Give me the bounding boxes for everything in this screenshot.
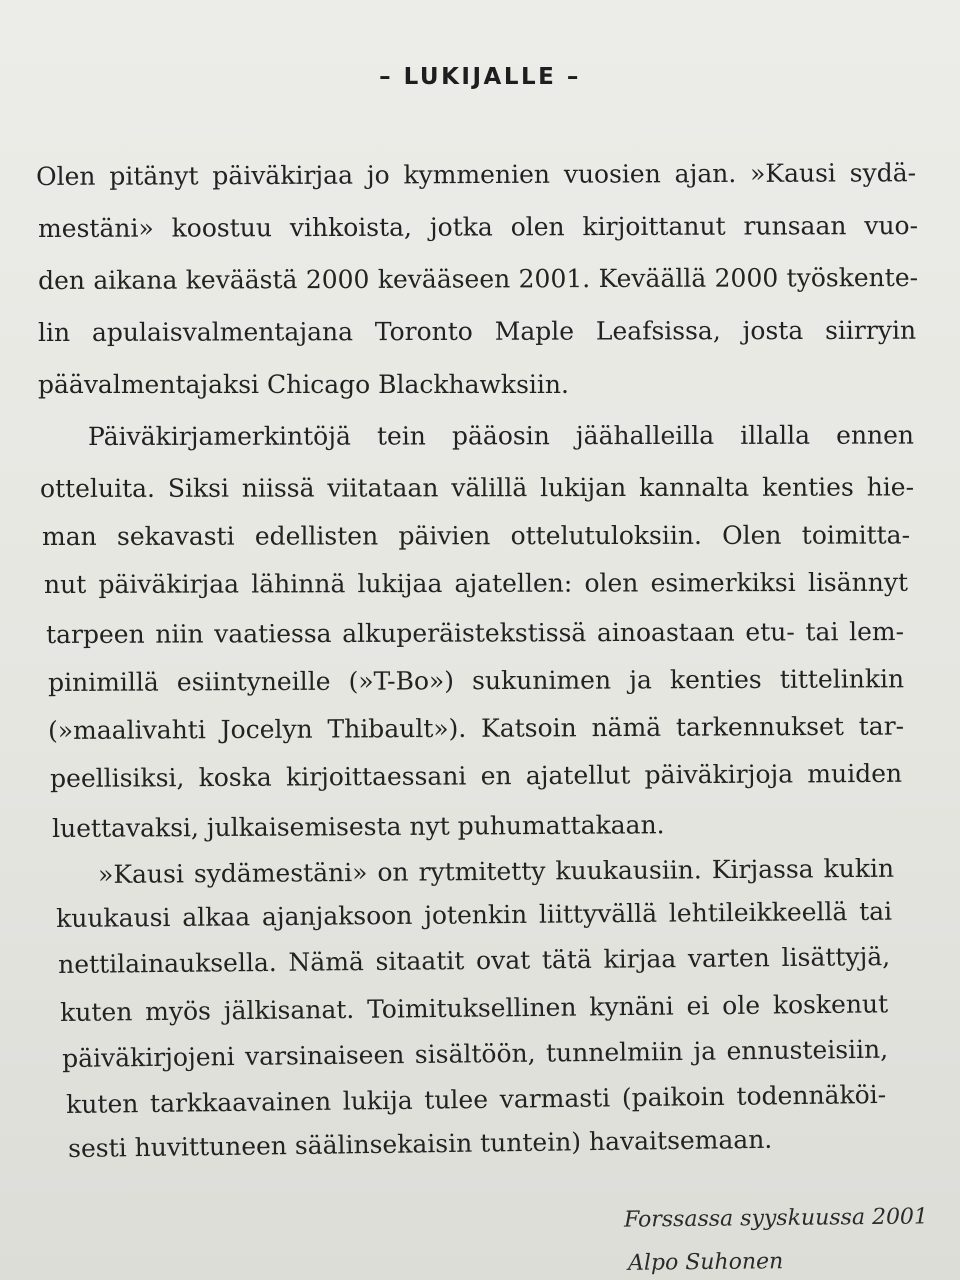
text-line: kuten tarkkaavainen lukija tulee varmasti (paikoin todennäköi- bbox=[66, 1079, 887, 1119]
text-line: kuukausi alkaa ajanjaksoon jotenkin liittyvällä lehtileikkeellä tai bbox=[56, 896, 893, 933]
text-line: päiväkirjojeni varsinaiseen sisältöön, tunnelmiin ja ennusteisiin, bbox=[62, 1034, 889, 1073]
text-line: (»maalivahti Jocelyn Thibault»). Katsoin nämä tarkennukset tar- bbox=[48, 711, 905, 745]
text-line: peellisiksi, koska kirjoittaessani en ajatellut päiväkirjoja muiden bbox=[50, 758, 903, 793]
text-line: pinimillä esiintyneille (»T-Bo») sukunimen ja kenties tittelinkin bbox=[48, 664, 905, 697]
text-line: otteluita. Siksi niissä viitataan välillä lukijan kannalta kenties hie- bbox=[40, 472, 915, 503]
text-line: lin apulaisvalmentajana Toronto Maple Leafsissa, josta siirryin bbox=[38, 315, 917, 347]
text-line: kuten myös jälkisanat. Toimituksellinen kynäni ei ole koskenut bbox=[60, 989, 889, 1027]
text-line: mestäni» koostuu vihkoista, jotka olen kirjoittanut runsaan vuo- bbox=[38, 210, 919, 243]
signature-author: Alpo Suhonen bbox=[627, 1249, 784, 1276]
text-line: päävalmentajaksi Chicago Blackhawksiin. bbox=[38, 370, 569, 399]
text-line: nut päiväkirjaa lähinnä lukijaa ajatellen: olen esimerkiksi lisännyt bbox=[44, 567, 909, 599]
text-line: tarpeen niin vaatiessa alkuperäistekstissä ainoastaan etu- tai lem- bbox=[46, 617, 905, 649]
text-line: »Kausi sydämestäni» on rytmitetty kuukausiin. Kirjassa kukin bbox=[98, 853, 895, 889]
text-line: Olen pitänyt päiväkirjaa jo kymmenien vuosien ajan. »Kausi sydä- bbox=[36, 158, 917, 191]
text-line: Päiväkirjamerkintöjä tein pääosin jäähalleilla illalla ennen bbox=[88, 420, 915, 451]
text-line: nettilainauksella. Nämä sitaatit ovat tätä kirjaa varten lisättyjä, bbox=[58, 942, 891, 979]
signature-place-date: Forssassa syyskuussa 2001 bbox=[623, 1204, 929, 1233]
text-line: sesti huvittuneen säälinsekaisin tuntein) havaitsemaan. bbox=[68, 1124, 773, 1163]
text-line: den aikana keväästä 2000 kevääseen 2001. Keväällä 2000 työskente- bbox=[38, 262, 919, 295]
text-line: man sekavasti edellisten päivien ottelutuloksiin. Olen toimitta- bbox=[42, 520, 911, 551]
text-line: luettavaksi, julkaisemisesta nyt puhumattakaan. bbox=[52, 810, 665, 843]
page-heading: – LUKIJALLE – bbox=[379, 64, 581, 90]
